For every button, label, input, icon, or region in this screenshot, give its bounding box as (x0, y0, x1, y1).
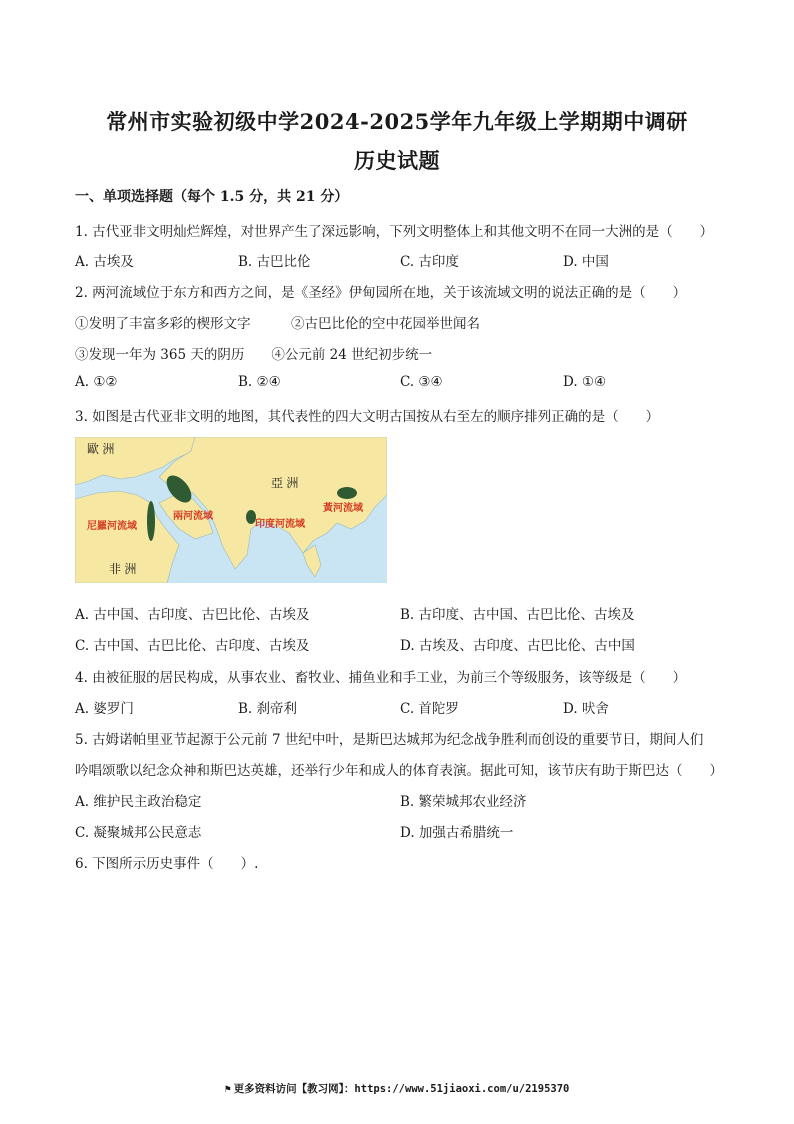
label-africa: 非 洲 (109, 562, 137, 576)
flag-icon: ⚑ (224, 1084, 231, 1095)
q2-statement-line-2: ③发现一年为 365 天的阴历 ④公元前 24 世纪初步统一 (75, 347, 433, 363)
q4-option-d[interactable]: D. 吠舍 (563, 701, 609, 717)
q1-option-a[interactable]: A. 古埃及 (75, 254, 134, 270)
q3-option-a[interactable]: A. 古中国、古印度、古巴比伦、古埃及 (75, 607, 310, 623)
question-5-stem-line-1: 5. 古姆诺帕里亚节起源于公元前 7 世纪中叶，是斯巴达城邦为纪念战争胜利而创设的重要节日，期间人们 (75, 732, 704, 748)
q4-option-a[interactable]: A. 婆罗门 (75, 701, 134, 717)
page-title: 常州市实验初级中学2024-2025学年九年级上学期期中调研 (106, 109, 688, 134)
q1-option-c[interactable]: C. 古印度 (400, 254, 459, 270)
q1-option-d[interactable]: D. 中国 (563, 254, 609, 270)
q2-option-b[interactable]: B. ②④ (238, 374, 281, 390)
q2-option-a[interactable]: A. ①② (75, 374, 118, 390)
label-mesopotamia: 兩河流域 (173, 511, 213, 522)
nile-basin-shape (147, 501, 155, 541)
question-5-stem-line-2: 吟唱颂歌以纪念众神和斯巴达英雄，还举行少年和成人的体育表演。据此可知，该节庆有助于斯巴达（ ） (75, 763, 723, 779)
q5-option-d[interactable]: D. 加强古希腊统一 (400, 825, 514, 841)
q2-option-d[interactable]: D. ①④ (563, 374, 607, 390)
q5-option-b[interactable]: B. 繁荣城邦农业经济 (400, 794, 527, 810)
label-indus: 印度河流域 (255, 519, 305, 530)
question-3-stem: 3. 如图是古代亚非文明的地图，其代表性的四大文明古国按从右至左的顺序排列正确的是（ ） (75, 409, 660, 425)
page-subtitle: 历史试题 (354, 148, 440, 173)
footer-text: 更多资料访问【教习网】：https://www.51jiaoxi.com/u/2195370 (233, 1083, 570, 1095)
label-asia: 亞 洲 (271, 476, 299, 490)
question-2-stem: 2. 两河流域位于东方和西方之间，是《圣经》伊甸园所在地，关于该流域文明的说法正确的是（ ） (75, 285, 687, 301)
q3-option-d[interactable]: D. 古埃及、古印度、古巴比伦、古中国 (400, 638, 635, 654)
label-yellow-river: 黃河流域 (323, 503, 363, 514)
q5-option-a[interactable]: A. 维护民主政治稳定 (75, 794, 202, 810)
yellow-river-basin-shape (337, 487, 357, 499)
q4-option-b[interactable]: B. 刹帝利 (238, 701, 298, 717)
question-4-stem: 4. 由被征服的居民构成，从事农业、畜牧业、捕鱼业和手工业，为前三个等级服务，该等级是（ ） (75, 670, 687, 686)
q2-statement-line-1: ①发明了丰富多彩的楔形文字 ②古巴比伦的空中花园举世闻名 (75, 316, 480, 332)
label-europe: 歐 洲 (87, 442, 115, 456)
section-heading: 一、单项选择题（每个 1.5 分，共 21 分） (75, 189, 349, 205)
q1-option-b[interactable]: B. 古巴比伦 (238, 254, 311, 270)
q4-option-c[interactable]: C. 首陀罗 (400, 701, 459, 717)
q2-option-c[interactable]: C. ③④ (400, 374, 443, 390)
q5-option-c[interactable]: C. 凝聚城邦公民意志 (75, 825, 202, 841)
label-nile: 尼羅河流域 (87, 521, 137, 532)
ancient-civilizations-map (75, 437, 387, 583)
q3-option-b[interactable]: B. 古印度、古中国、古巴比伦、古埃及 (400, 607, 635, 623)
q3-option-c[interactable]: C. 古中国、古巴比伦、古印度、古埃及 (75, 638, 310, 654)
question-6-stem: 6. 下图所示历史事件（ ）. (75, 856, 259, 872)
footer-link[interactable] (0, 1081, 794, 1096)
question-1-stem: 1. 古代亚非文明灿烂辉煌，对世界产生了深远影响，下列文明整体上和其他文明不在同一大洲的是（ ） (75, 224, 714, 240)
